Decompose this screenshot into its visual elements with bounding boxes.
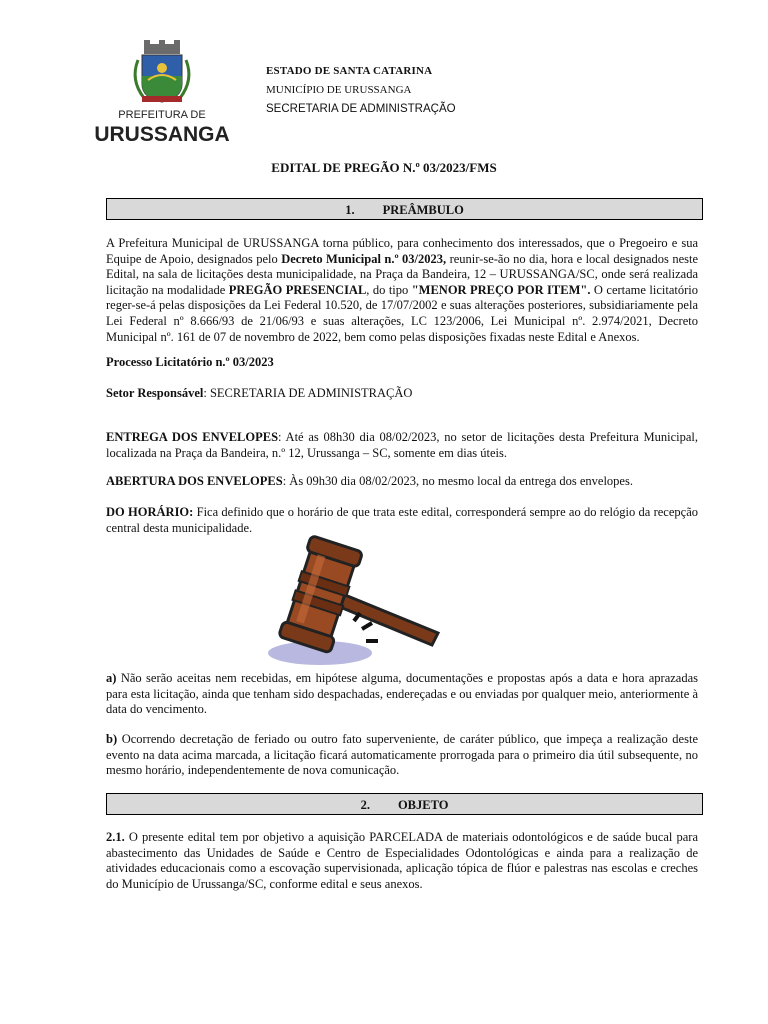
sector-value: : SECRETARIA DE ADMINISTRAÇÃO <box>203 386 413 400</box>
schedule-text: Fica definido que o horário de que trata este edital, corresponderá sempre ao do relógio da recepção central desta municipalidade. <box>106 505 698 535</box>
gavel-illustration <box>250 533 450 673</box>
delivery-text: : Até as 08h30 dia 08/02/2023, no setor de licitações desta Prefeitura Municipal, localizada na Praça da Bandeira, n.º 12, Urussanga – SC, somente em dias úteis. <box>106 430 698 460</box>
section-title: PREÂMBULO <box>382 203 464 217</box>
delivery-label: ENTREGA DOS ENVELOPES <box>106 430 279 444</box>
item-b-text: Ocorrendo decretação de feriado ou outro fato superveniente, de caráter público, que impeça a realização deste evento na data acima marcada, a licitação ficará automaticamente prorrogada para o primeiro dia útil subsequente, no mesmo horário, independentemente de nova comunicação. <box>106 732 698 778</box>
preamble-text: O certame licitatório reger-se-á pelas disposições da Lei Federal 10.520, de 17/07/2002 e suas alterações posteriores, subsidiariamente pela Lei Federal nº 8.666/93 de 21/06/93 e suas alterações, LC 123/2006, Lei Municipal nº. 2.974/2021, Decreto Municipal nº. 161 de 07 de novembro de 2022, bem como pelas disposições fixadas neste Edital e Anexos. <box>106 282 698 344</box>
item-a-text: Não serão aceitas nem recebidas, em hipótese alguma, documentações e propostas após a data e hora aprazadas para esta licitação, ainda que tenham sido despachadas, endereçadas e ou enviadas por qualquer meio, anteriormente à data do vencimento. <box>106 671 698 717</box>
item-b-label: b) <box>106 732 118 746</box>
coat-of-arms-icon <box>94 40 230 148</box>
item-a-label: a) <box>106 671 117 685</box>
logo-text-bottom: URUSSANGA <box>94 123 230 146</box>
department-name: SECRETARIA DE ADMINISTRAÇÃO <box>266 103 456 115</box>
preamble-paragraph <box>106 236 698 345</box>
municipality-logo <box>94 40 230 148</box>
envelope-delivery <box>106 430 698 461</box>
preamble-text: , do tipo <box>366 282 412 297</box>
state-name: ESTADO DE SANTA CATARINA <box>266 65 433 77</box>
section-heading-object <box>106 793 703 815</box>
item-a-paragraph <box>106 671 698 718</box>
opening-label: ABERTURA DOS ENVELOPES <box>106 474 283 488</box>
section-number: 2. <box>360 798 370 812</box>
responsible-sector <box>106 386 698 402</box>
schedule-label: DO HORÁRIO: <box>106 505 194 519</box>
document-header <box>266 62 456 119</box>
logo-text-top: PREFEITURA DE <box>118 109 206 121</box>
document-title: EDITAL DE PREGÃO N.º 03/2023/FMS <box>271 160 497 175</box>
sector-label: Setor Responsável <box>106 386 204 400</box>
municipality-name: MUNICÍPIO DE URUSSANGA <box>266 84 412 96</box>
gavel-icon <box>250 533 450 673</box>
type: "MENOR PREÇO POR ITEM". <box>411 282 591 297</box>
envelope-opening <box>106 474 698 490</box>
schedule-paragraph <box>106 505 698 536</box>
preamble-text: A Prefeitura Municipal de URUSSANGA torna público, para conhecimento dos interessados, que o Pregoeiro e sua Equipe de Apoio, designados pelo <box>106 236 698 266</box>
section-number: 1. <box>345 203 355 217</box>
process-label: Processo Licitatório n.º 03/2023 <box>106 355 274 369</box>
section-title: OBJETO <box>397 798 449 812</box>
opening-text: : Às 09h30 dia 08/02/2023, no mesmo local da entrega dos envelopes. <box>282 474 633 488</box>
decree-reference: Decreto Municipal n.º 03/2023, <box>281 251 447 266</box>
object-paragraph <box>106 830 698 892</box>
modality: PREGÃO PRESENCIAL <box>228 282 367 297</box>
object-label: 2.1. <box>106 830 125 844</box>
object-text: O presente edital tem por objetivo a aquisição PARCELADA de materiais odontológicos e de saúde bucal para abastecimento das Unidades de Saúde e Centro de Especialidades Odontológicas e ainda para a realização de atividades educacionais como a escovação supervisionada, aplicação tópica de flúor e palestras nas escolas e creches do Município de Urussanga/SC, conforme edital e seus anexos. <box>106 830 698 891</box>
preamble-text: reunir-se-ão no dia, hora e local designados neste Edital, na sala de licitações desta municipalidade, na Praça da Bandeira, 12 – URUSSANGA/SC, onde será realizada licitação na modalidade <box>106 251 699 297</box>
process-number <box>106 355 698 371</box>
item-b-paragraph <box>106 732 698 779</box>
section-heading-preamble <box>106 198 703 220</box>
